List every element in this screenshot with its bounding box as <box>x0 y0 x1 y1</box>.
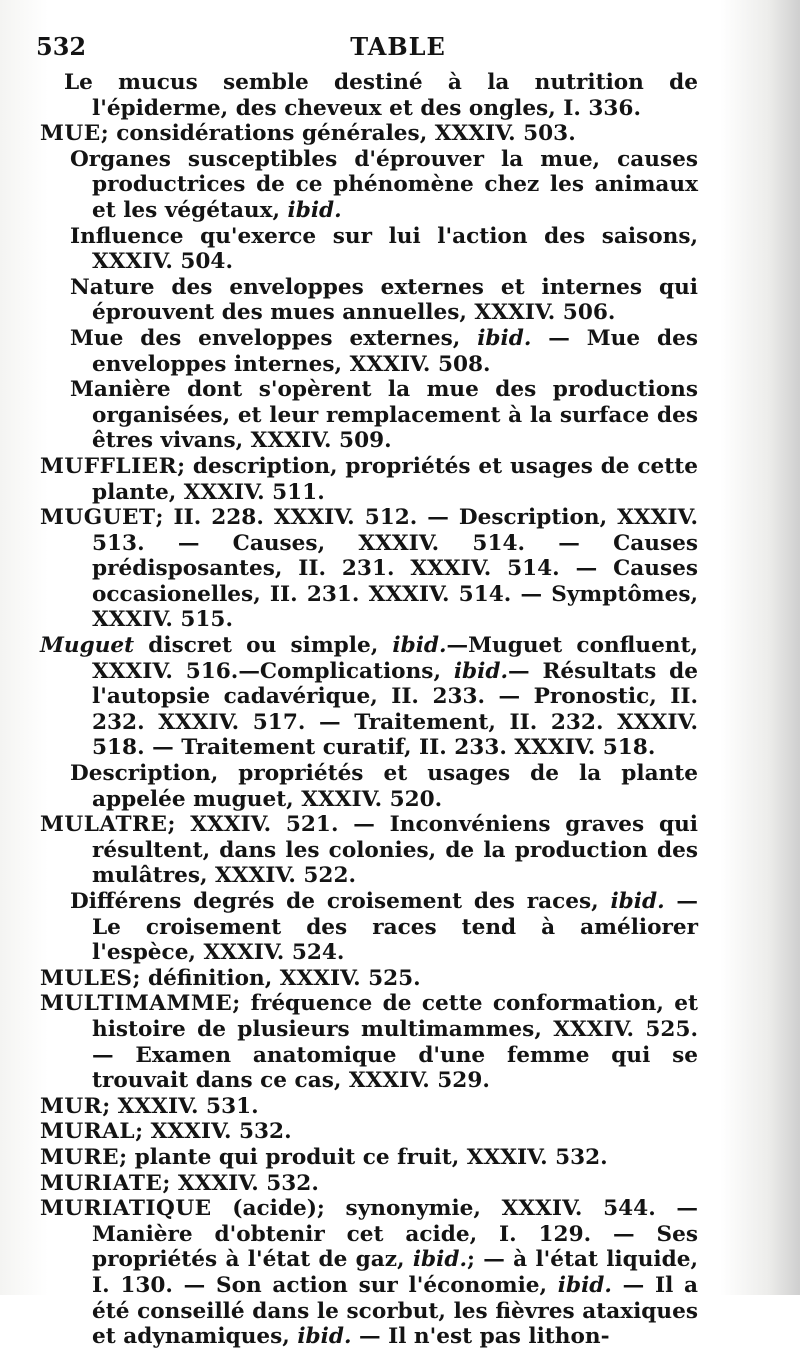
entry-text: ; XXXIV. 532. <box>135 1119 292 1145</box>
ibid-reference: ibid. <box>453 658 508 684</box>
entry-headword: MURAL <box>40 1119 136 1145</box>
entry-text: Organes susceptibles d'éprouver la mue, causes productrices de ce phénomène chez les animaux et les végétaux, <box>70 146 698 223</box>
ibid-reference: ibid. <box>392 633 447 659</box>
entry-text: ; II. 228. XXXIV. 512. — Description, XXXIV. 513. — Causes, XXXIV. 514. — Causes prédisposantes, II. 231. XXXIV. 514. — Causes occasionelles, II. 231. XXXIV. 514. — Symptômes, XXXIV. 515. <box>92 505 698 633</box>
entry-headword: MUGUET <box>40 505 156 531</box>
index-entry-continuation <box>40 70 698 121</box>
entry-text: — Il a été conseillé dans le scorbut, les fièvres ataxiques et adynamiques, <box>92 1272 699 1350</box>
entry-text: ; XXXIV. 521. — Inconvéniens graves qui résultent, dans les colonies, de la production des mulâtres, XXXIV. 522. <box>92 812 698 889</box>
entry-text: discret ou simple, <box>134 633 393 659</box>
entry-text: — Il n'est pas lithon- <box>351 1324 610 1350</box>
running-title: TABLE <box>350 32 446 61</box>
entry-text: — Résultats de l'autopsie cadavérique, II. 233. — Pronostic, II. 232. XXXIV. 517. — Traitement, II. 232. XXXIV. 518. — Traitement curatif, II. 233. XXXIV. 518. <box>92 658 698 761</box>
entry-text: ; plante qui produit ce fruit, XXXIV. 532. <box>119 1144 608 1170</box>
entry-headword: MUE <box>40 121 101 147</box>
entry-text: ; description, propriétés et usages de cette plante, XXXIV. 511. <box>92 453 698 505</box>
entry-text: ; définition, XXXIV. 525. <box>132 965 421 991</box>
ibid-reference: ibid. <box>557 1272 612 1298</box>
entry-text: Nature des enveloppes externes et internes qui éprouvent des mues annuelles, XXXIV. 506. <box>70 274 698 326</box>
entry-text: (acide); synonymie, XXXIV. 544. — Manière d'obtenir cet acide, I. 129. — Ses propriétés à l'état de gaz, <box>92 1196 698 1273</box>
index-entry-muriate <box>40 1171 698 1197</box>
index-subentry <box>40 377 698 454</box>
entry-text: — Mue des enveloppes internes, XXXIV. 508. <box>92 325 698 377</box>
entry-text: Influence qu'exerce sur lui l'action des saisons, XXXIV. 504. <box>70 223 698 275</box>
index-entry-mural <box>40 1119 698 1145</box>
ibid-reference: ibid. <box>297 1324 352 1350</box>
entry-headword: MUR <box>40 1093 103 1119</box>
index-entry-muguet-varieties <box>40 633 698 761</box>
ibid-reference: ibid. <box>412 1247 467 1273</box>
index-entry-mure <box>40 1145 698 1171</box>
index-entry-mulatre <box>40 812 698 889</box>
index-subentry <box>40 889 698 966</box>
index-entry-mules <box>40 966 698 992</box>
index-entry-mur <box>40 1094 698 1120</box>
entry-text: ; XXXIV. 532. <box>162 1170 319 1196</box>
ibid-reference: ibid. <box>610 889 665 914</box>
index-entry-mufflier <box>40 454 698 505</box>
entry-headword: Muguet <box>40 633 135 659</box>
entry-text: Manière dont s'opèrent la mue des productions organisées, et leur remplacement à la surface des êtres vivans, XXXIV. 509. <box>70 377 698 454</box>
index-entries <box>40 70 698 1350</box>
entry-text: Le mucus semble destiné à la nutrition de l'épiderme, des cheveux et des ongles, I. 336. <box>64 70 698 121</box>
entry-text: ; XXXIV. 531. <box>102 1093 259 1119</box>
entry-headword: MULATRE <box>40 812 168 838</box>
entry-text: ; fréquence de cette conformation, et histoire de plusieurs multimammes, XXXIV. 525. — Examen anatomique d'une femme qui se trouvait dans ce cas, XXXIV. 529. <box>92 991 698 1094</box>
page-number: 532 <box>36 32 87 61</box>
entry-text: —Muguet confluent, XXXIV. 516.—Complications, <box>92 633 698 684</box>
index-subentry <box>40 761 698 812</box>
entry-headword: MULES <box>40 965 133 991</box>
index-subentry <box>40 147 698 224</box>
entry-text: Description, propriétés et usages de la plante appelée muguet, XXXIV. 520. <box>70 761 698 812</box>
entry-headword: MUFFLIER <box>40 453 178 479</box>
entry-text: Mue des enveloppes externes, <box>70 325 478 351</box>
index-entry-mue <box>40 121 698 147</box>
entry-headword: MURIATE <box>40 1170 163 1196</box>
ibid-reference: ibid. <box>287 197 342 223</box>
index-subentry <box>40 224 698 275</box>
entry-headword: MURE <box>40 1144 120 1170</box>
entry-text: Différens degrés de croisement des races, <box>70 889 611 914</box>
index-entry-muguet <box>40 505 698 633</box>
page-header <box>36 32 760 62</box>
entry-headword: MURIATIQUE <box>40 1196 212 1222</box>
index-entry-multimamme <box>40 991 698 1093</box>
entry-text: ; — à l'état liquide, I. 130. — Son action sur l'économie, <box>92 1247 698 1298</box>
entry-headword: MULTIMAMME <box>40 991 233 1017</box>
index-entry-muriatique <box>40 1196 698 1350</box>
index-subentry <box>40 275 698 326</box>
ibid-reference: ibid. <box>477 325 532 351</box>
index-subentry <box>40 326 698 377</box>
entry-text: — Le croisement des races tend à améliorer l'espèce, XXXIV. 524. <box>92 889 698 966</box>
entry-text: ; considérations générales, XXXIV. 503. <box>100 121 576 147</box>
